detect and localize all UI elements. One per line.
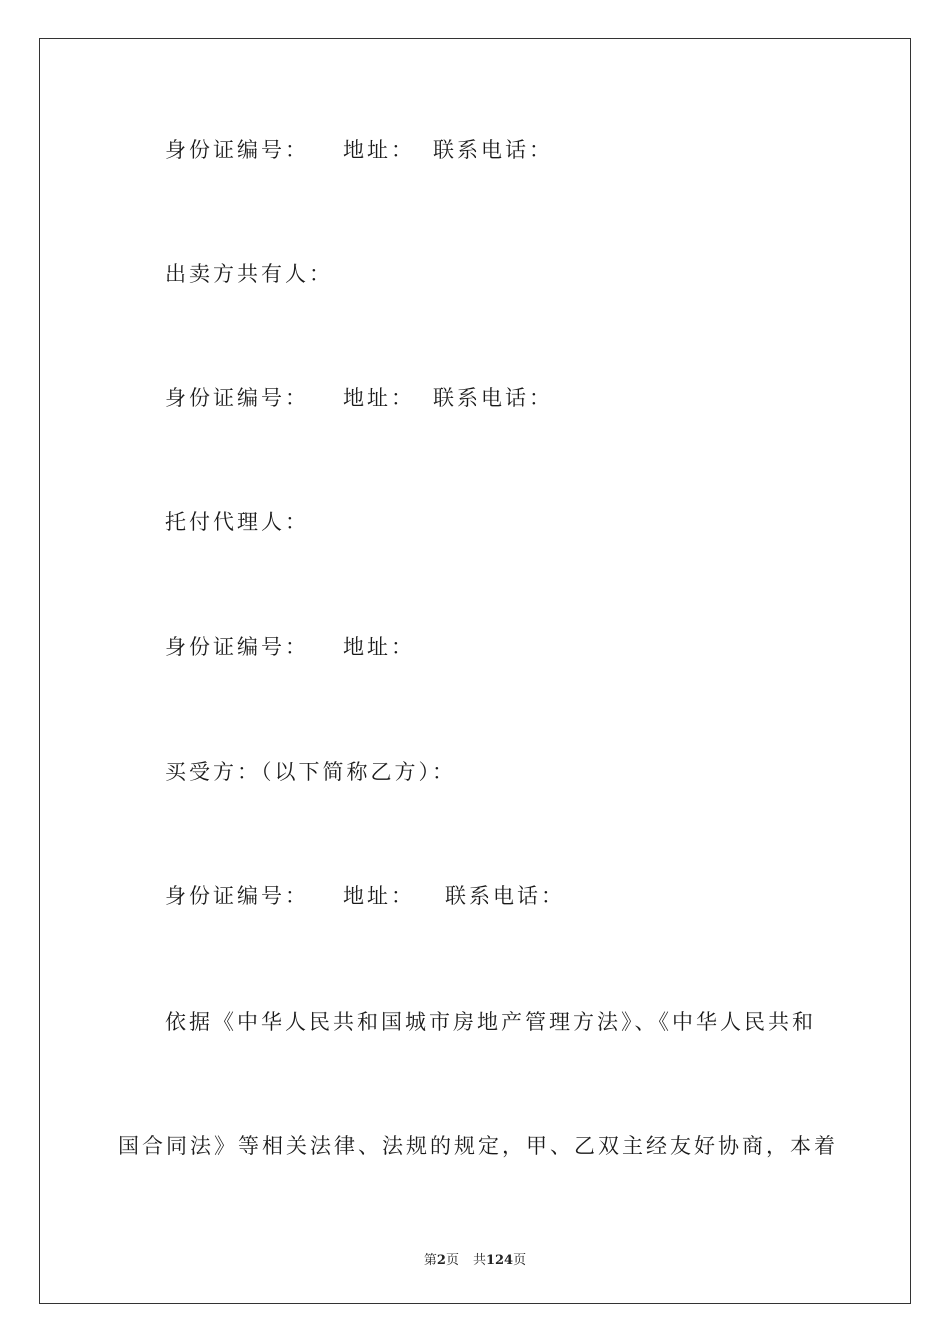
total-suffix: 页 — [513, 1253, 527, 1268]
id-number-label: 身份证编号： — [165, 138, 309, 162]
total-prefix: 共 — [472, 1253, 486, 1268]
page-border — [39, 38, 911, 1304]
buyer-label: 买受方：（以下简称乙方）： — [165, 760, 456, 784]
page-prefix: 第 — [423, 1253, 437, 1268]
paragraph-text: 依据《中华人民共和国城市房地产管理方法》、《中华人民共和 — [165, 1010, 816, 1034]
paragraph-line-1 — [165, 1012, 816, 1033]
co-owner-label: 出卖方共有人： — [165, 262, 333, 286]
address-label: 地址： — [343, 884, 415, 908]
phone-label: 联系电话： — [445, 884, 565, 908]
id-number-label: 身份证编号： — [165, 635, 309, 659]
page-number: 2 — [436, 1253, 446, 1268]
buyer-info-line-1 — [165, 140, 553, 161]
agent-label: 托付代理人： — [165, 510, 309, 534]
phone-label: 联系电话： — [433, 386, 553, 410]
id-number-label: 身份证编号： — [165, 386, 309, 410]
agent-line — [165, 512, 309, 533]
page-footer — [0, 1249, 950, 1268]
buyer-line — [165, 762, 456, 783]
page-suffix: 页 — [445, 1253, 459, 1268]
paragraph-line-2 — [118, 1136, 838, 1157]
co-owner-line — [165, 264, 333, 285]
address-label: 地址： — [343, 138, 415, 162]
address-label: 地址： — [343, 635, 415, 659]
id-number-label: 身份证编号： — [165, 884, 309, 908]
agent-info-line — [165, 637, 415, 658]
co-owner-info-line — [165, 388, 553, 409]
buyer-info-line — [165, 886, 565, 907]
total-pages: 124 — [485, 1253, 514, 1268]
address-label: 地址： — [343, 386, 415, 410]
paragraph-text: 国合同法》等相关法律、法规的规定，甲、乙双主经友好协商，本着 — [118, 1134, 838, 1158]
phone-label: 联系电话： — [433, 138, 553, 162]
